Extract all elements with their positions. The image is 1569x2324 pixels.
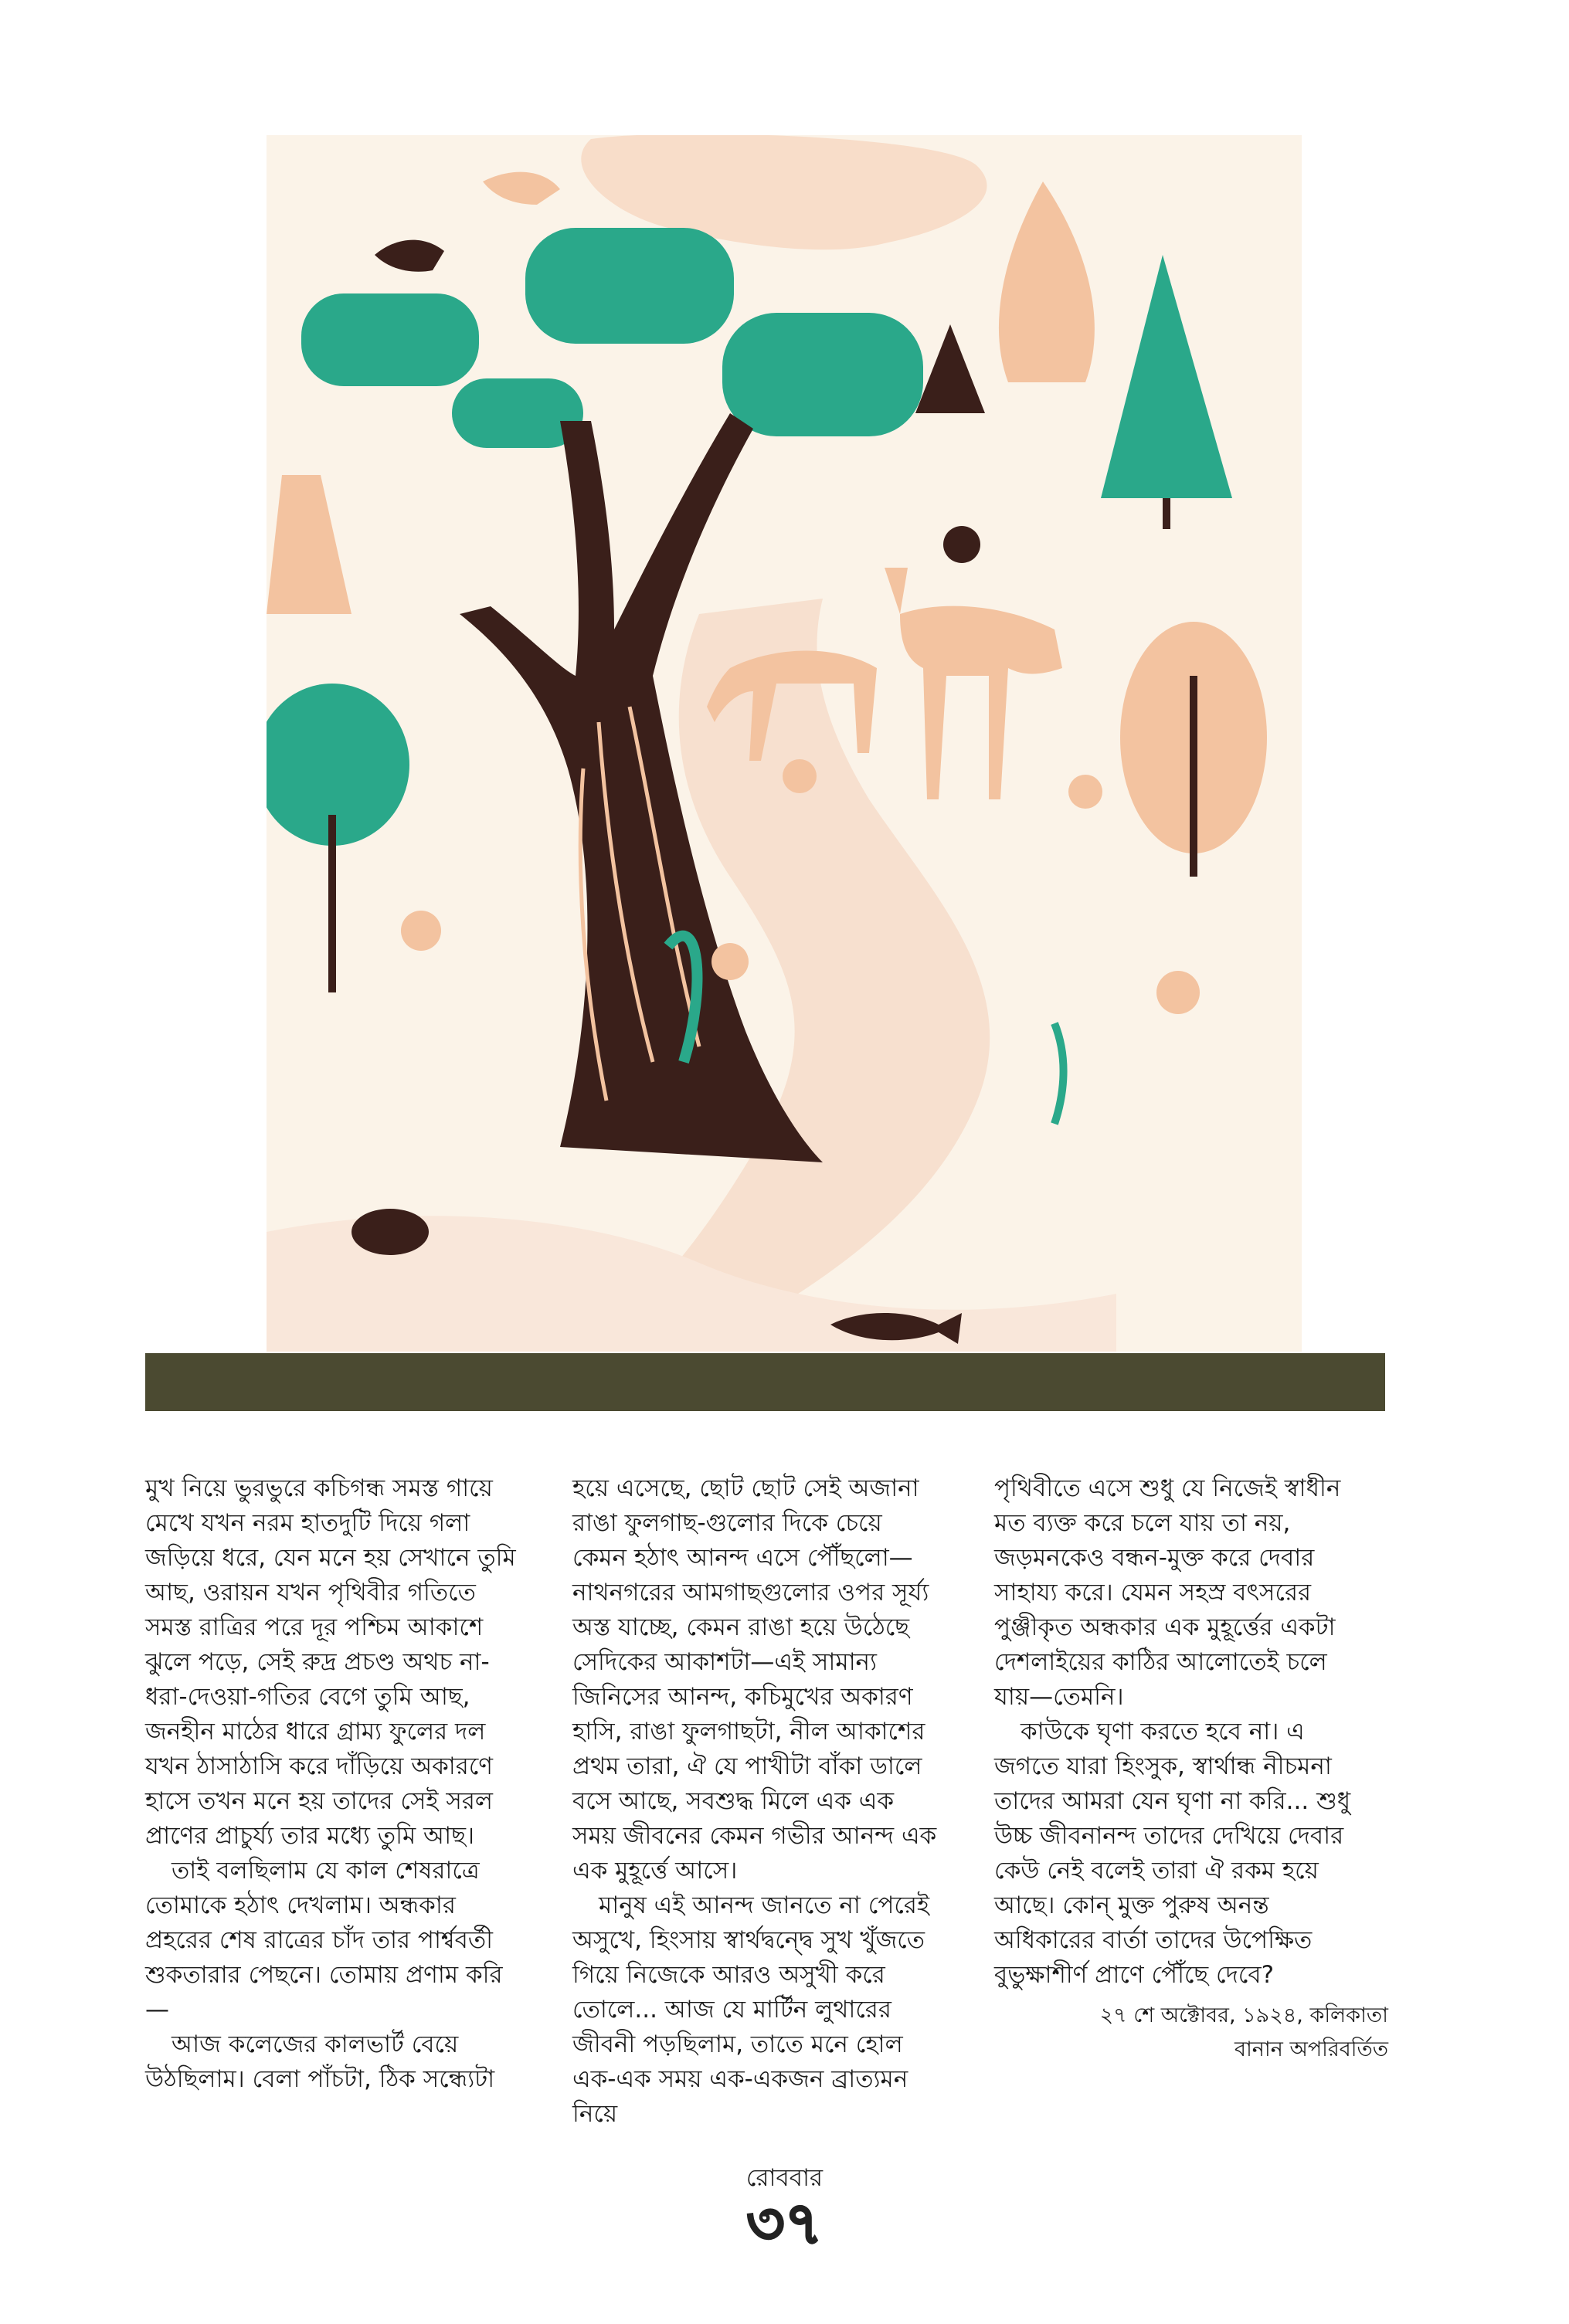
footer-publication-name: রোববার xyxy=(745,2164,824,2192)
paragraph: হয়ে এসেছে, ছোট ছোট সেই অজানা রাঙা ফুলগাছ-গুলোর দিকে চেয়ে কেমন হঠাৎ আনন্দ এসে পৌঁছলো—নাথনগরের আমগাছগুলোর ওপর সূর্য্য অস্ত যাচ্ছে, কেমন রাঙা হয়ে উঠেছে সেদিকের আকাশটা—এই সামান্য জিনিসের আনন্দ, কচিমুখের অকারণ হাসি, রাঙা ফুলগাছটা, নীল আকাশের প্রথম তারা, ঐ যে পাখীটা বাঁকা ডালে বসে আছে, সবশুদ্ধ মিলে এক এক সময় জীবনের কেমন গভীর আনন্দ এক এক মুহূর্ত্তে আসে। xyxy=(572,1474,937,1885)
paragraph: মানুষ এই আনন্দ জানতে না পেরেই অসুখে, হিংসায় স্বার্থদ্বন্দ্বে সুখ খুঁজতে গিয়ে নিজেকে আরও অসুখী করে তোলে... আজ যে মার্টিন লুথারের জীবনী পড়ছিলাম, তাতে মনে হোল এক-এক সময় এক-একজন ব্রাত্যমন নিয়ে xyxy=(572,1891,930,2128)
paragraph: আজ কলেজের কালভার্ট বেয়ে উঠছিলাম। বেলা পাঁচটা, ঠিক সন্ধ্যেটা xyxy=(145,2031,495,2093)
article-column-1 xyxy=(145,1471,516,2097)
paragraph: তাই বলছিলাম যে কাল শেষরাত্রে তোমাকে হঠাৎ দেখলাম। অন্ধকার প্রহরের শেষ রাত্রের চাঁদ তার পার্শ্ববর্তী শুকতারার পেছনে। তোমায় প্রণাম করি— xyxy=(145,1857,503,2024)
paragraph: কাউকে ঘৃণা করতে হবে না। এ জগতে যারা হিংসুক, স্বার্থান্ধ নীচমনা তাদের আমরা যেন ঘৃণা না করি... শুধু উচ্চ জীবনানন্দ তাদের দেখিয়ে দেবার কেউ নেই বলেই তারা ঐ রকম হয়ে আছে। কোন্‌ মুক্ত পুরুষ অনন্ত অধিকারের বার্তা তাদের উপেক্ষিত বুভুক্ষাশীর্ণ প্রাণে পৌঁছে দেবে? xyxy=(994,1718,1351,1989)
dateline xyxy=(994,1999,1388,2067)
forest-illustration xyxy=(267,135,1302,1352)
spelling-note: বানান অপরিবর্তিত xyxy=(1234,2037,1388,2061)
article-column-2 xyxy=(572,1471,943,2132)
article-column-3 xyxy=(994,1471,1365,1993)
paragraph: পৃথিবীতে এসে শুধু যে নিজেই স্বাধীন মত ব্যক্ত করে চলে যায় তা নয়, জড়মনকেও বন্ধন-মুক্ত করে দেবার সাহায্য করে। যেমন সহস্র বৎসরের পুঞ্জীকৃত অন্ধকার এক মুহূর্ত্তের একটা দেশলাইয়ের কাঠির আলোতেই চলে যায়—তেমনি। xyxy=(994,1474,1341,1711)
paragraph: মুখ নিয়ে ভুরভুরে কচিগন্ধ সমস্ত গায়ে মেখে যখন নরম হাতদুটি দিয়ে গলা জড়িয়ে ধরে, যেন মনে হয় সেখানে তুমি আছ, ওরায়ন যখন পৃথিবীর গতিতে সমস্ত রাত্রির পরে দূর পশ্চিম আকাশে ঝুলে পড়ে, সেই রুদ্র প্রচণ্ড অথচ না-ধরা-দেওয়া-গতির বেগে তুমি আছ, জনহীন মাঠের ধারে গ্রাম্য ফুলের দল যখন ঠাসাঠাসি করে দাঁড়িয়ে অকারণে হাসে তখন মনে হয় তাদের সেই সরল প্রাণের প্রাচুর্য্য তার মধ্যে তুমি আছ। xyxy=(145,1474,516,1850)
page-number: ৩৭ xyxy=(746,2189,823,2258)
date-place: ২৭ শে অক্টোবর, ১৯২৪, কলিকাতা xyxy=(1099,2003,1388,2027)
caption-bar xyxy=(145,1353,1385,1411)
